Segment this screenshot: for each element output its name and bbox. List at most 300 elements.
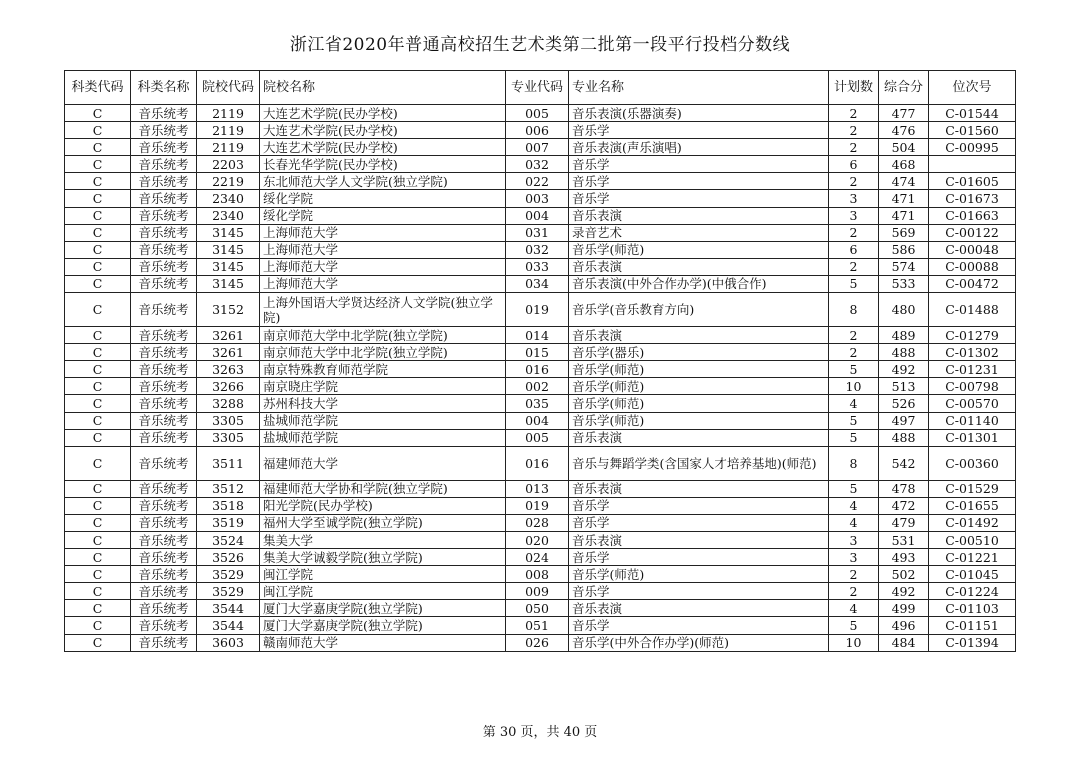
plan-count-cell: 5: [829, 480, 879, 497]
rank-number-cell: C-01488: [929, 293, 1016, 327]
category-code-cell: C: [65, 361, 131, 378]
rank-number-cell: C-00472: [929, 275, 1016, 292]
header-composite-score: 综合分: [879, 71, 929, 105]
plan-count-cell: 4: [829, 395, 879, 412]
school-name-cell: 大连艺术学院(民办学校): [260, 105, 506, 122]
table-row: [65, 549, 1016, 566]
major-code-cell: 006: [506, 122, 569, 139]
rank-number-cell: C-01103: [929, 600, 1016, 617]
plan-count-cell: 2: [829, 139, 879, 156]
school-code-cell: 3145: [197, 258, 260, 275]
major-code-cell: 033: [506, 258, 569, 275]
composite-score-cell: 488: [879, 429, 929, 446]
category-name-cell: 音乐统考: [131, 514, 197, 531]
major-code-cell: 002: [506, 378, 569, 395]
table-row: [65, 531, 1016, 548]
table-row: [65, 514, 1016, 531]
major-code-cell: 051: [506, 617, 569, 634]
header-category-name: 科类名称: [131, 71, 197, 105]
table-row: [65, 361, 1016, 378]
category-code-cell: C: [65, 549, 131, 566]
category-code-cell: C: [65, 105, 131, 122]
school-code-cell: 3288: [197, 395, 260, 412]
major-code-cell: 035: [506, 395, 569, 412]
major-name-cell: 音乐学(师范): [569, 566, 829, 583]
table-row: [65, 480, 1016, 497]
school-name-cell: 上海师范大学: [260, 224, 506, 241]
table-header-row: [65, 71, 1016, 105]
composite-score-cell: 586: [879, 241, 929, 258]
major-name-cell: 音乐表演(声乐演唱): [569, 139, 829, 156]
school-code-cell: 3261: [197, 327, 260, 344]
major-code-cell: 016: [506, 361, 569, 378]
category-name-cell: 音乐统考: [131, 412, 197, 429]
rank-number-cell: C-01045: [929, 566, 1016, 583]
major-name-cell: 音乐学: [569, 190, 829, 207]
category-name-cell: 音乐统考: [131, 378, 197, 395]
major-name-cell: 音乐表演: [569, 207, 829, 224]
rank-number-cell: C-01140: [929, 412, 1016, 429]
major-name-cell: 音乐表演(乐器演奏): [569, 105, 829, 122]
school-name-cell: 盐城师范学院: [260, 429, 506, 446]
major-name-cell: 音乐学(音乐教育方向): [569, 293, 829, 327]
category-code-cell: C: [65, 241, 131, 258]
header-category-code: 科类代码: [65, 71, 131, 105]
rank-number-cell: C-01231: [929, 361, 1016, 378]
category-name-cell: 音乐统考: [131, 566, 197, 583]
table-row: [65, 497, 1016, 514]
category-name-cell: 音乐统考: [131, 190, 197, 207]
category-code-cell: C: [65, 378, 131, 395]
rank-number-cell: C-01605: [929, 173, 1016, 190]
major-code-cell: 026: [506, 634, 569, 651]
table-row: [65, 327, 1016, 344]
table-row: [65, 293, 1016, 327]
category-code-cell: C: [65, 224, 131, 241]
school-name-cell: 长春光华学院(民办学校): [260, 156, 506, 173]
category-code-cell: C: [65, 275, 131, 292]
table-row: [65, 634, 1016, 651]
major-code-cell: 050: [506, 600, 569, 617]
major-code-cell: 004: [506, 207, 569, 224]
school-code-cell: 3526: [197, 549, 260, 566]
school-name-cell: 上海师范大学: [260, 275, 506, 292]
composite-score-cell: 502: [879, 566, 929, 583]
major-name-cell: 音乐学: [569, 497, 829, 514]
table-row: [65, 258, 1016, 275]
composite-score-cell: 476: [879, 122, 929, 139]
school-code-cell: 3266: [197, 378, 260, 395]
category-name-cell: 音乐统考: [131, 258, 197, 275]
school-code-cell: 3305: [197, 429, 260, 446]
major-code-cell: 016: [506, 446, 569, 480]
school-code-cell: 3512: [197, 480, 260, 497]
table-row: [65, 344, 1016, 361]
school-code-cell: 3524: [197, 531, 260, 548]
category-code-cell: C: [65, 497, 131, 514]
plan-count-cell: 5: [829, 275, 879, 292]
rank-number-cell: C-01224: [929, 583, 1016, 600]
category-name-cell: 音乐统考: [131, 139, 197, 156]
header-major-name: 专业名称: [569, 71, 829, 105]
school-name-cell: 南京晓庄学院: [260, 378, 506, 395]
school-code-cell: 2119: [197, 105, 260, 122]
plan-count-cell: 4: [829, 514, 879, 531]
school-code-cell: 3305: [197, 412, 260, 429]
category-name-cell: 音乐统考: [131, 617, 197, 634]
school-name-cell: 苏州科技大学: [260, 395, 506, 412]
table-row: [65, 122, 1016, 139]
composite-score-cell: 569: [879, 224, 929, 241]
school-name-cell: 福州大学至诚学院(独立学院): [260, 514, 506, 531]
school-code-cell: 2119: [197, 122, 260, 139]
table-row: [65, 224, 1016, 241]
school-name-cell: 绥化学院: [260, 207, 506, 224]
table-row: [65, 566, 1016, 583]
table-row: [65, 190, 1016, 207]
category-name-cell: 音乐统考: [131, 361, 197, 378]
composite-score-cell: 574: [879, 258, 929, 275]
plan-count-cell: 5: [829, 429, 879, 446]
school-name-cell: 大连艺术学院(民办学校): [260, 139, 506, 156]
category-name-cell: 音乐统考: [131, 600, 197, 617]
table-row: [65, 378, 1016, 395]
school-name-cell: 上海师范大学: [260, 258, 506, 275]
major-code-cell: 032: [506, 156, 569, 173]
major-code-cell: 005: [506, 105, 569, 122]
plan-count-cell: 3: [829, 190, 879, 207]
major-name-cell: 音乐表演: [569, 531, 829, 548]
category-name-cell: 音乐统考: [131, 583, 197, 600]
composite-score-cell: 526: [879, 395, 929, 412]
category-name-cell: 音乐统考: [131, 429, 197, 446]
major-name-cell: 音乐表演: [569, 600, 829, 617]
composite-score-cell: 492: [879, 583, 929, 600]
major-name-cell: 音乐学(器乐): [569, 344, 829, 361]
page-title: 浙江省2020年普通高校招生艺术类第二批第一段平行投档分数线: [289, 35, 791, 55]
school-code-cell: 2340: [197, 190, 260, 207]
category-code-cell: C: [65, 156, 131, 173]
school-name-cell: 南京师范大学中北学院(独立学院): [260, 327, 506, 344]
category-code-cell: C: [65, 617, 131, 634]
category-name-cell: 音乐统考: [131, 293, 197, 327]
category-code-cell: C: [65, 531, 131, 548]
plan-count-cell: 5: [829, 412, 879, 429]
rank-number-cell: C-00088: [929, 258, 1016, 275]
table-row: [65, 275, 1016, 292]
plan-count-cell: 3: [829, 207, 879, 224]
composite-score-cell: 533: [879, 275, 929, 292]
category-name-cell: 音乐统考: [131, 122, 197, 139]
composite-score-cell: 474: [879, 173, 929, 190]
category-name-cell: 音乐统考: [131, 156, 197, 173]
composite-score-cell: 488: [879, 344, 929, 361]
composite-score-cell: 477: [879, 105, 929, 122]
category-name-cell: 音乐统考: [131, 634, 197, 651]
school-code-cell: 3603: [197, 634, 260, 651]
major-name-cell: 音乐表演: [569, 429, 829, 446]
composite-score-cell: 471: [879, 207, 929, 224]
plan-count-cell: 3: [829, 549, 879, 566]
category-name-cell: 音乐统考: [131, 173, 197, 190]
rank-number-cell: C-01560: [929, 122, 1016, 139]
school-name-cell: 东北师范大学人文学院(独立学院): [260, 173, 506, 190]
major-code-cell: 007: [506, 139, 569, 156]
major-code-cell: 005: [506, 429, 569, 446]
major-name-cell: 音乐表演(中外合作办学)(中俄合作): [569, 275, 829, 292]
school-name-cell: 集美大学: [260, 531, 506, 548]
school-code-cell: 2203: [197, 156, 260, 173]
category-code-cell: C: [65, 293, 131, 327]
school-name-cell: 上海师范大学: [260, 241, 506, 258]
rank-number-cell: C-01151: [929, 617, 1016, 634]
category-name-cell: 音乐统考: [131, 480, 197, 497]
school-name-cell: 厦门大学嘉庚学院(独立学院): [260, 600, 506, 617]
rank-number-cell: C-00122: [929, 224, 1016, 241]
table-row: [65, 207, 1016, 224]
category-code-cell: C: [65, 327, 131, 344]
rank-number-cell: C-01492: [929, 514, 1016, 531]
category-name-cell: 音乐统考: [131, 224, 197, 241]
table-row: [65, 139, 1016, 156]
major-name-cell: 音乐学(师范): [569, 412, 829, 429]
school-name-cell: 盐城师范学院: [260, 412, 506, 429]
school-name-cell: 南京师范大学中北学院(独立学院): [260, 344, 506, 361]
composite-score-cell: 468: [879, 156, 929, 173]
plan-count-cell: 3: [829, 531, 879, 548]
major-name-cell: 音乐学(师范): [569, 395, 829, 412]
major-code-cell: 004: [506, 412, 569, 429]
rank-number-cell: C-01655: [929, 497, 1016, 514]
school-code-cell: 3145: [197, 224, 260, 241]
header-rank-number: 位次号: [929, 71, 1016, 105]
school-name-cell: 阳光学院(民办学校): [260, 497, 506, 514]
category-code-cell: C: [65, 190, 131, 207]
category-name-cell: 音乐统考: [131, 275, 197, 292]
school-code-cell: 3152: [197, 293, 260, 327]
table-row: [65, 617, 1016, 634]
rank-number-cell: C-01663: [929, 207, 1016, 224]
category-code-cell: C: [65, 634, 131, 651]
major-name-cell: 音乐学(师范): [569, 378, 829, 395]
table-row: [65, 583, 1016, 600]
rank-number-cell: C-01394: [929, 634, 1016, 651]
table-row: [65, 156, 1016, 173]
composite-score-cell: 499: [879, 600, 929, 617]
category-name-cell: 音乐统考: [131, 531, 197, 548]
rank-number-cell: C-00995: [929, 139, 1016, 156]
school-code-cell: 2119: [197, 139, 260, 156]
major-code-cell: 009: [506, 583, 569, 600]
category-name-cell: 音乐统考: [131, 327, 197, 344]
plan-count-cell: 2: [829, 583, 879, 600]
category-code-cell: C: [65, 173, 131, 190]
major-name-cell: 音乐学: [569, 156, 829, 173]
school-code-cell: 3529: [197, 566, 260, 583]
table-row: [65, 600, 1016, 617]
composite-score-cell: 496: [879, 617, 929, 634]
table-body: [65, 105, 1016, 652]
composite-score-cell: 504: [879, 139, 929, 156]
composite-score-cell: 497: [879, 412, 929, 429]
plan-count-cell: 8: [829, 293, 879, 327]
major-code-cell: 024: [506, 549, 569, 566]
plan-count-cell: 2: [829, 224, 879, 241]
school-code-cell: 3145: [197, 275, 260, 292]
school-code-cell: 3263: [197, 361, 260, 378]
school-code-cell: 3511: [197, 446, 260, 480]
major-name-cell: 音乐学: [569, 583, 829, 600]
school-code-cell: 3261: [197, 344, 260, 361]
rank-number-cell: C-01302: [929, 344, 1016, 361]
category-code-cell: C: [65, 122, 131, 139]
school-code-cell: 3544: [197, 617, 260, 634]
category-code-cell: C: [65, 446, 131, 480]
category-name-cell: 音乐统考: [131, 497, 197, 514]
category-name-cell: 音乐统考: [131, 344, 197, 361]
plan-count-cell: 8: [829, 446, 879, 480]
category-name-cell: 音乐统考: [131, 241, 197, 258]
school-code-cell: 3518: [197, 497, 260, 514]
major-name-cell: 音乐学: [569, 173, 829, 190]
school-name-cell: 赣南师范大学: [260, 634, 506, 651]
school-code-cell: 3145: [197, 241, 260, 258]
plan-count-cell: 6: [829, 241, 879, 258]
category-name-cell: 音乐统考: [131, 207, 197, 224]
major-name-cell: 音乐表演: [569, 327, 829, 344]
school-name-cell: 闽江学院: [260, 566, 506, 583]
category-code-cell: C: [65, 480, 131, 497]
rank-number-cell: [929, 156, 1016, 173]
major-name-cell: 音乐表演: [569, 480, 829, 497]
page-number-footer: 第 30 页，共 40 页: [482, 725, 598, 740]
major-code-cell: 032: [506, 241, 569, 258]
plan-count-cell: 10: [829, 634, 879, 651]
major-code-cell: 034: [506, 275, 569, 292]
school-name-cell: 大连艺术学院(民办学校): [260, 122, 506, 139]
category-code-cell: C: [65, 258, 131, 275]
major-code-cell: 028: [506, 514, 569, 531]
composite-score-cell: 478: [879, 480, 929, 497]
table-row: [65, 173, 1016, 190]
school-code-cell: 3544: [197, 600, 260, 617]
major-code-cell: 013: [506, 480, 569, 497]
plan-count-cell: 5: [829, 361, 879, 378]
major-code-cell: 014: [506, 327, 569, 344]
major-code-cell: 008: [506, 566, 569, 583]
school-name-cell: 绥化学院: [260, 190, 506, 207]
major-name-cell: 音乐学(师范): [569, 241, 829, 258]
category-code-cell: C: [65, 514, 131, 531]
composite-score-cell: 472: [879, 497, 929, 514]
category-name-cell: 音乐统考: [131, 549, 197, 566]
category-code-cell: C: [65, 600, 131, 617]
major-code-cell: 015: [506, 344, 569, 361]
header-plan-count: 计划数: [829, 71, 879, 105]
table-row: [65, 395, 1016, 412]
rank-number-cell: C-00360: [929, 446, 1016, 480]
major-name-cell: 音乐学: [569, 617, 829, 634]
school-code-cell: 3519: [197, 514, 260, 531]
plan-count-cell: 2: [829, 173, 879, 190]
plan-count-cell: 2: [829, 327, 879, 344]
major-name-cell: 音乐学: [569, 514, 829, 531]
rank-number-cell: C-01279: [929, 327, 1016, 344]
school-code-cell: 2340: [197, 207, 260, 224]
composite-score-cell: 479: [879, 514, 929, 531]
plan-count-cell: 2: [829, 105, 879, 122]
major-code-cell: 019: [506, 293, 569, 327]
plan-count-cell: 2: [829, 344, 879, 361]
major-name-cell: 音乐与舞蹈学类(含国家人才培养基地)(师范): [569, 446, 829, 480]
rank-number-cell: C-00048: [929, 241, 1016, 258]
category-name-cell: 音乐统考: [131, 446, 197, 480]
school-code-cell: 3529: [197, 583, 260, 600]
table-row: [65, 446, 1016, 480]
plan-count-cell: 2: [829, 566, 879, 583]
header-major-code: 专业代码: [506, 71, 569, 105]
major-code-cell: 019: [506, 497, 569, 514]
major-name-cell: 音乐学(师范): [569, 361, 829, 378]
major-code-cell: 003: [506, 190, 569, 207]
plan-count-cell: 6: [829, 156, 879, 173]
category-name-cell: 音乐统考: [131, 395, 197, 412]
composite-score-cell: 493: [879, 549, 929, 566]
school-name-cell: 福建师范大学: [260, 446, 506, 480]
school-name-cell: 南京特殊教育师范学院: [260, 361, 506, 378]
major-name-cell: 音乐学: [569, 122, 829, 139]
category-name-cell: 音乐统考: [131, 105, 197, 122]
plan-count-cell: 4: [829, 497, 879, 514]
table-row: [65, 429, 1016, 446]
category-code-cell: C: [65, 139, 131, 156]
plan-count-cell: 10: [829, 378, 879, 395]
composite-score-cell: 480: [879, 293, 929, 327]
school-name-cell: 上海外国语大学贤达经济人文学院(独立学院): [260, 293, 506, 327]
composite-score-cell: 492: [879, 361, 929, 378]
rank-number-cell: C-00570: [929, 395, 1016, 412]
rank-number-cell: C-01221: [929, 549, 1016, 566]
rank-number-cell: C-01544: [929, 105, 1016, 122]
composite-score-cell: 513: [879, 378, 929, 395]
major-name-cell: 音乐学(中外合作办学)(师范): [569, 634, 829, 651]
table-row: [65, 241, 1016, 258]
header-school-name: 院校名称: [260, 71, 506, 105]
major-code-cell: 020: [506, 531, 569, 548]
category-code-cell: C: [65, 583, 131, 600]
major-code-cell: 031: [506, 224, 569, 241]
school-code-cell: 2219: [197, 173, 260, 190]
composite-score-cell: 542: [879, 446, 929, 480]
plan-count-cell: 2: [829, 122, 879, 139]
composite-score-cell: 531: [879, 531, 929, 548]
category-code-cell: C: [65, 207, 131, 224]
plan-count-cell: 4: [829, 600, 879, 617]
plan-count-cell: 2: [829, 258, 879, 275]
rank-number-cell: C-00510: [929, 531, 1016, 548]
rank-number-cell: C-01529: [929, 480, 1016, 497]
composite-score-cell: 471: [879, 190, 929, 207]
composite-score-cell: 484: [879, 634, 929, 651]
table-row: [65, 412, 1016, 429]
school-name-cell: 闽江学院: [260, 583, 506, 600]
school-name-cell: 福建师范大学协和学院(独立学院): [260, 480, 506, 497]
school-name-cell: 厦门大学嘉庚学院(独立学院): [260, 617, 506, 634]
category-code-cell: C: [65, 566, 131, 583]
composite-score-cell: 489: [879, 327, 929, 344]
rank-number-cell: C-00798: [929, 378, 1016, 395]
header-school-code: 院校代码: [197, 71, 260, 105]
